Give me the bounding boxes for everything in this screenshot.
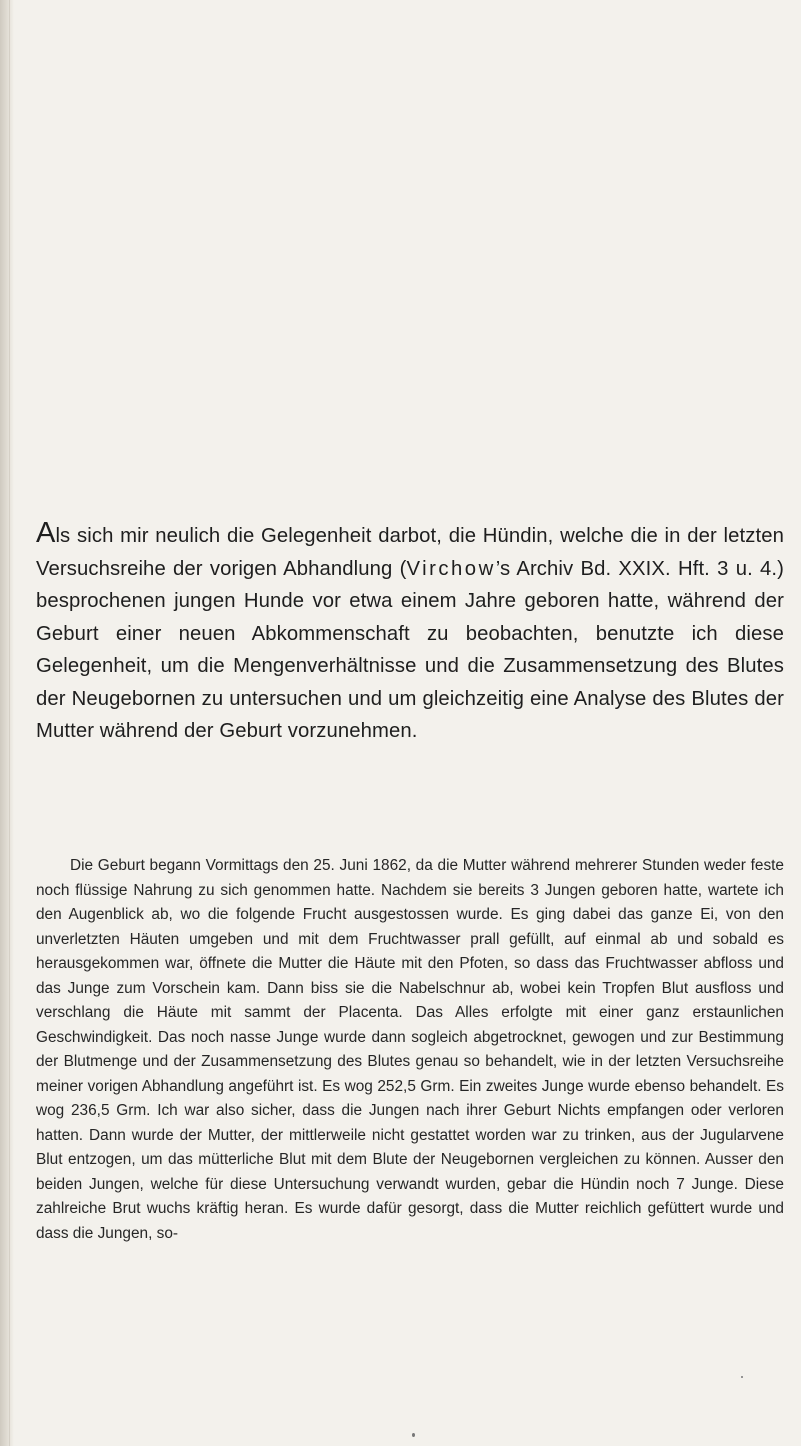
ink-speck: [412, 1433, 415, 1437]
lead-paragraph: [36, 517, 784, 748]
ink-speck: [741, 1376, 743, 1378]
lead-text-start: ls sich mir neulich die Gelegenheit darbot, die Hündin, welche die in der letzten Versuchsreihe der vorigen Abhandlung (: [36, 525, 784, 580]
author-name-spaced: Virchow: [406, 557, 496, 580]
lead-text-end: ’s Archiv Bd. XXIX. Hft. 3 u. 4.) besprochenen jungen Hunde vor etwa einem Jahre geboren hatte, während der Geburt einer neuen Abkommenschaft zu beobachten, benutzte ich diese Gelegenheit, um die Mengenverhältnisse und die Zusammensetzung des Blutes der Neugebornen zu untersuchen und um gleichzeitig eine Analyse des Blutes der Mutter während der Geburt vorzunehmen.: [36, 557, 784, 742]
body-paragraph: Die Geburt begann Vormittags den 25. Juni 1862, da die Mutter während mehrerer Stunden weder feste noch flüssige Nahrung zu sich genommen hatte. Nachdem sie bereits 3 Jungen geboren hatte, wartete ich den Augenblick ab, wo die folgende Frucht ausgestossen wurde. Es ging dabei das ganze Ei, von den unverletzten Häuten umgeben und mit dem Fruchtwasser prall gefüllt, auf einmal ab und sobald es herausgekommen war, öffnete die Mutter die Häute mit den Pfoten, so dass das Fruchtwasser abfloss und das Junge zum Vorschein kam. Dann biss sie die Nabelschnur ab, wobei kein Tropfen Blut ausfloss und verschlang die Häute mit sammt der Placenta. Das Alles erfolgte mit einer ganz erstaunlichen Geschwindigkeit. Das noch nasse Junge wurde dann sogleich abgetrocknet, gewogen und zur Bestimmung der Blutmenge und der Zusammensetzung des Blutes genau so behandelt, wie in der letzten Versuchsreihe meiner vorigen Abhandlung angeführt ist. Es wog 252,5 Grm. Ein zweites Junge wurde ebenso behandelt. Es wog 236,5 Grm. Ich war also sicher, dass die Jungen nach ihrer Geburt Nichts empfangen oder verloren hatten. Dann wurde der Mutter, der mittlerweile nicht gestattet worden war zu trinken, aus der Jugularvene Blut entzogen, um das mütterliche Blut mit dem Blute der Neugebornen vergleichen zu können. Ausser den beiden Jungen, welche für diese Untersuchung verwandt wurden, gebar die Hündin noch 7 Junge. Diese zahlreiche Brut wuchs kräftig heran. Es wurde dafür gesorgt, dass die Mutter reichlich gefüttert wurde und dass die Jungen, so-: [36, 857, 784, 1242]
dropcap-initial: A: [36, 517, 56, 549]
page-binding-edge: [0, 0, 14, 1446]
page-binding-line: [9, 0, 10, 1446]
